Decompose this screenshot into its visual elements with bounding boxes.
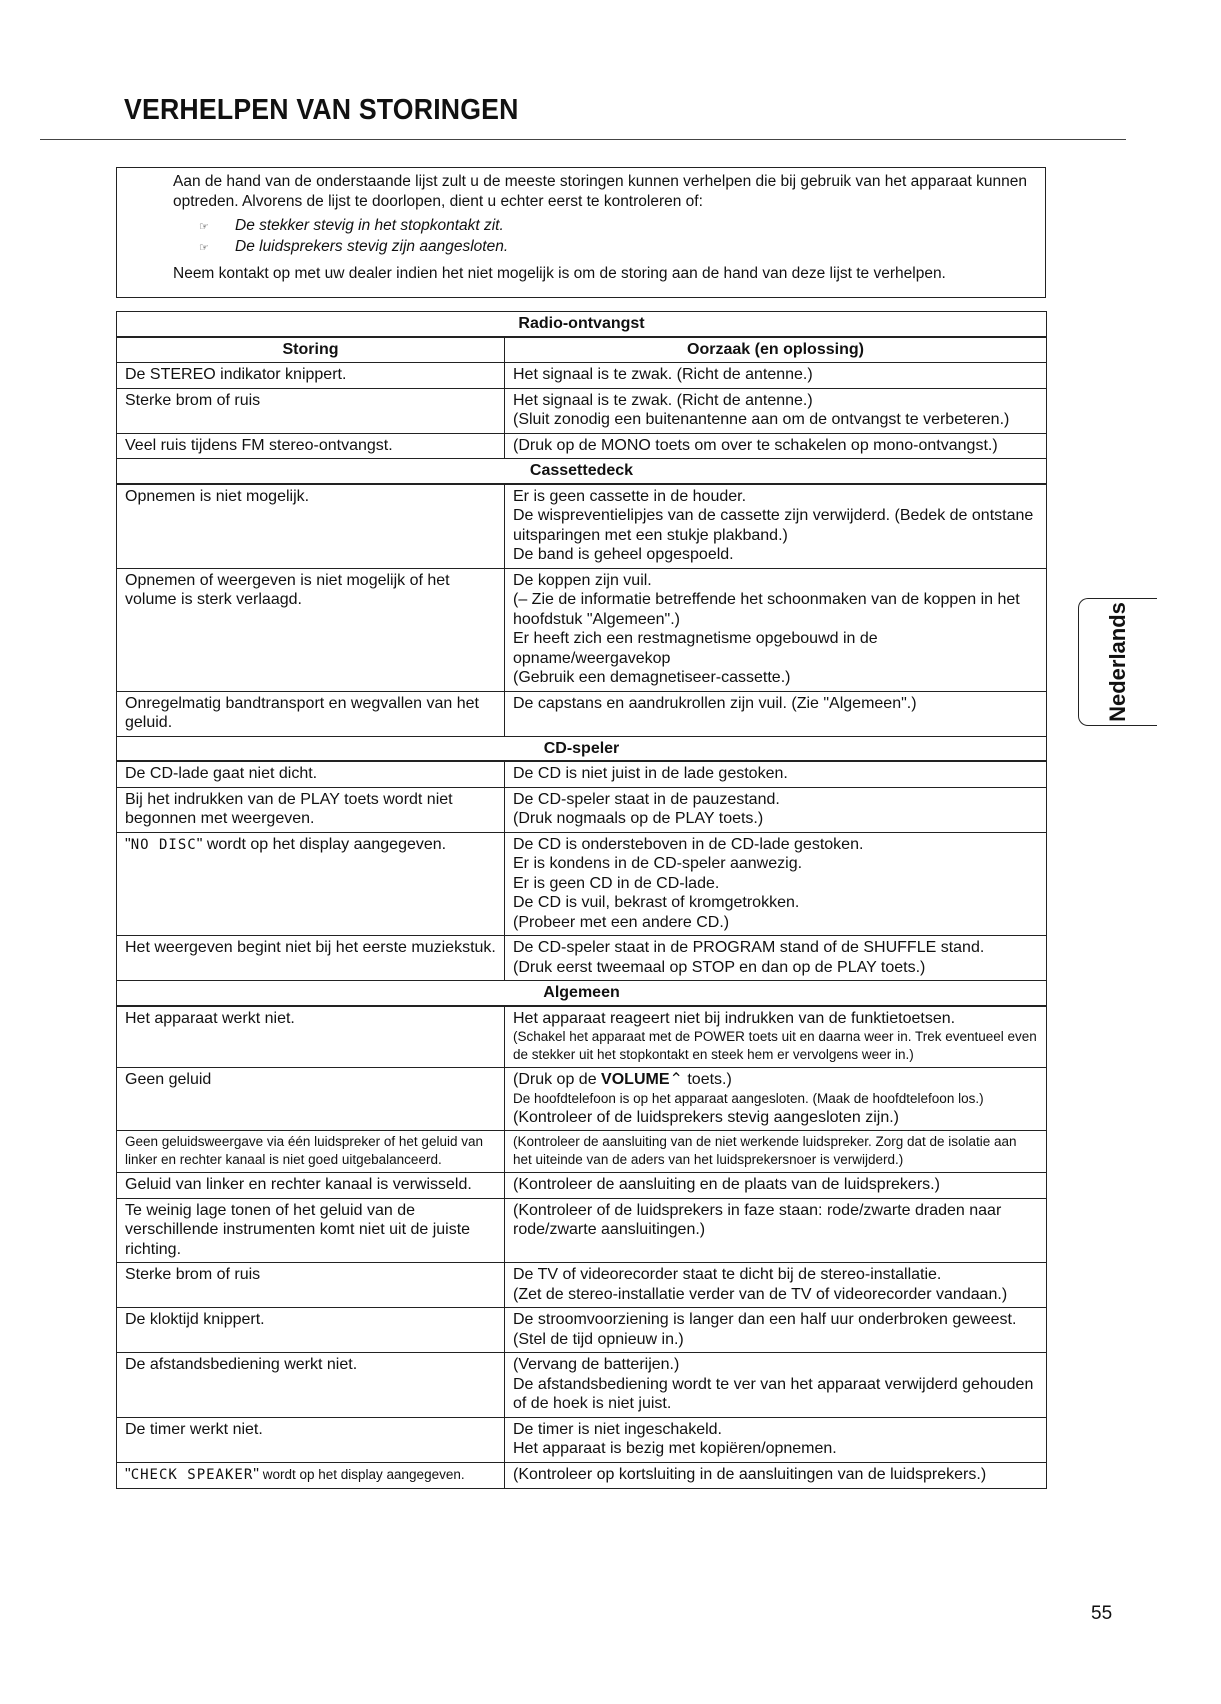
cause-cell: De CD-speler staat in de pauzestand. (Druk nogmaals op de PLAY toets.)	[505, 787, 1047, 832]
table-row	[117, 1198, 1047, 1263]
problem-cell: Bij het indrukken van de PLAY toets wordt niet begonnen met weergeven.	[117, 787, 505, 832]
cause-cell: De TV of videorecorder staat te dicht bij de stereo-installatie. (Zet de stereo-installatie verder van de TV of videorecorder vandaan.)	[505, 1263, 1047, 1308]
cause-cell: (Vervang de batterijen.) De afstandsbediening wordt te ver van het apparaat verwijderd gehouden of de hoek is niet juist.	[505, 1353, 1047, 1418]
troubleshooting-table	[116, 311, 1047, 1489]
section-header-cd: CD-speler	[117, 736, 1047, 761]
problem-cell: De afstandsbediening werkt niet.	[117, 1353, 505, 1418]
page-title: VERHELPEN VAN STORINGEN	[124, 94, 519, 126]
cause-cell: De CD-speler staat in de PROGRAM stand of de SHUFFLE stand. (Druk eerst tweemaal op STOP en dan op de PLAY toets.)	[505, 936, 1047, 981]
pointing-hand-icon: ☞	[199, 242, 209, 254]
table-row	[117, 388, 1047, 433]
intro-box	[116, 167, 1046, 298]
column-header-problem: Storing	[117, 337, 505, 363]
table-row	[117, 1006, 1047, 1068]
pointing-hand-icon: ☞	[199, 221, 209, 233]
table-row	[117, 832, 1047, 936]
cause-cell: (Kontroleer op kortsluiting in de aansluitingen van de luidsprekers.)	[505, 1462, 1047, 1489]
cause-cell: (Druk op de VOLUME⌃ toets.) De hoofdtelefoon is op het apparaat aangesloten. (Maak de hoofdtelefoon los.) (Kontroleer of de luidsprekers stevig aangesloten zijn.)	[505, 1068, 1047, 1131]
column-header-cause: Oorzaak (en oplossing)	[505, 337, 1047, 363]
cause-cell: De stroomvoorziening is langer dan een half uur onderbroken geweest. (Stel de tijd opnieuw in.)	[505, 1308, 1047, 1353]
problem-cell: Geen geluid	[117, 1068, 505, 1131]
section-header-general: Algemeen	[117, 981, 1047, 1006]
intro-text: Aan de hand van de onderstaande lijst zult u de meeste storingen kunnen verhelpen die bij gebruik van het apparaat kunnen optreden. Alvorens de lijst te doorlopen, dient u echter eerst te kontroleren of:	[173, 173, 1027, 210]
problem-cell: "CHECK SPEAKER" wordt op het display aangegeven.	[117, 1462, 505, 1489]
problem-cell: Geluid van linker en rechter kanaal is verwisseld.	[117, 1173, 505, 1199]
problem-cell: Geen geluidsweergave via één luidspreker of het geluid van linker en rechter kanaal is niet goed uitgebalanceerd.	[117, 1131, 505, 1173]
problem-cell: Veel ruis tijdens FM stereo-ontvangst.	[117, 433, 505, 459]
table-row	[117, 363, 1047, 389]
problem-cell: Het weergeven begint niet bij het eerste muziekstuk.	[117, 936, 505, 981]
cause-cell: (Kontroleer de aansluiting van de niet werkende luidspreker. Zorg dat de isolatie aan het uiteinde van de aders van het luidsprekersnoer is verwijderd.)	[505, 1131, 1047, 1173]
cause-cell: (Kontroleer of de luidsprekers in faze staan: rode/zwarte draden naar rode/zwarte aansluitingen.)	[505, 1198, 1047, 1263]
problem-cell: "NO DISC" wordt op het display aangegeven.	[117, 832, 505, 936]
problem-cell: De STEREO indikator knippert.	[117, 363, 505, 389]
intro-bullet: ☞ De stekker stevig in het stopkontakt zit.	[199, 216, 1035, 237]
table-row	[117, 691, 1047, 736]
page-number: 55	[1091, 1603, 1113, 1624]
language-tab	[1078, 598, 1157, 726]
problem-cell: De timer werkt niet.	[117, 1417, 505, 1462]
intro-bullet: ☞ De luidsprekers stevig zijn aangesloten.	[199, 237, 1035, 258]
problem-cell: De CD-lade gaat niet dicht.	[117, 761, 505, 787]
table-row	[117, 568, 1047, 691]
language-tab-label: Nederlands	[1105, 602, 1130, 722]
problem-cell: Te weinig lage tonen of het geluid van de verschillende instrumenten komt niet uit de juiste richting.	[117, 1198, 505, 1263]
cause-cell: De koppen zijn vuil. (– Zie de informatie betreffende het schoonmaken van de koppen in het hoofdstuk "Algemeen".) Er heeft zich een restmagnetisme opgebouwd in de opname/weergavekop (Gebruik een demagnetiseer-cassette.)	[505, 568, 1047, 691]
table-row	[117, 1263, 1047, 1308]
intro-dealer-note: Neem kontakt op met uw dealer indien het niet mogelijk is om de storing aan de hand van deze lijst te verhelpen.	[173, 265, 946, 282]
table-row	[117, 1131, 1047, 1173]
cause-cell: De CD is niet juist in de lade gestoken.	[505, 761, 1047, 787]
display-text: NO DISC	[130, 836, 197, 853]
cause-cell: Er is geen cassette in de houder. De wispreventielipjes van de cassette zijn verwijderd. (Bedek de ontstane uitsparingen met een stukje plakband.) De band is geheel opgespoeld.	[505, 484, 1047, 569]
table-row	[117, 1308, 1047, 1353]
table-row	[117, 1068, 1047, 1131]
cause-cell: De capstans en aandrukrollen zijn vuil. (Zie "Algemeen".)	[505, 691, 1047, 736]
cause-cell: (Druk op de MONO toets om over te schakelen op mono-ontvangst.)	[505, 433, 1047, 459]
display-text: CHECK SPEAKER	[130, 1466, 254, 1483]
section-header-radio: Radio-ontvangst	[117, 312, 1047, 337]
cause-cell: Het apparaat reageert niet bij indrukken van de funktietoetsen. (Schakel het apparaat met de POWER toets uit en daarna weer in. Trek eventueel even de stekker uit het stopkontakt en steek hem er vervolgens weer in.)	[505, 1006, 1047, 1068]
table-row	[117, 936, 1047, 981]
problem-cell: Sterke brom of ruis	[117, 388, 505, 433]
cause-cell: De timer is niet ingeschakeld. Het apparaat is bezig met kopiëren/opnemen.	[505, 1417, 1047, 1462]
table-row	[117, 1462, 1047, 1489]
cause-cell: De CD is ondersteboven in de CD-lade gestoken. Er is kondens in de CD-speler aanwezig. Er is geen CD in de CD-lade. De CD is vuil, bekrast of kromgetrokken. (Probeer met een andere CD.)	[505, 832, 1047, 936]
problem-cell: Opnemen is niet mogelijk.	[117, 484, 505, 569]
table-row	[117, 484, 1047, 569]
cause-cell: Het signaal is te zwak. (Richt de antenne.) (Sluit zonodig een buitenantenne aan om de ontvangst te verbeteren.)	[505, 388, 1047, 433]
problem-cell: Het apparaat werkt niet.	[117, 1006, 505, 1068]
section-header-cassette: Cassettedeck	[117, 459, 1047, 484]
problem-cell: Onregelmatig bandtransport en wegvallen van het geluid.	[117, 691, 505, 736]
cause-cell: Het signaal is te zwak. (Richt de antenne.)	[505, 363, 1047, 389]
problem-cell: Opnemen of weergeven is niet mogelijk of het volume is sterk verlaagd.	[117, 568, 505, 691]
table-row	[117, 1353, 1047, 1418]
cause-cell: (Kontroleer de aansluiting en de plaats van de luidsprekers.)	[505, 1173, 1047, 1199]
table-row	[117, 1417, 1047, 1462]
problem-cell: De kloktijd knippert.	[117, 1308, 505, 1353]
table-row	[117, 1173, 1047, 1199]
table-row	[117, 787, 1047, 832]
title-rule	[40, 139, 1126, 140]
problem-cell: Sterke brom of ruis	[117, 1263, 505, 1308]
table-row	[117, 433, 1047, 459]
table-row	[117, 761, 1047, 787]
volume-up-icon: ⌃	[669, 1071, 683, 1088]
